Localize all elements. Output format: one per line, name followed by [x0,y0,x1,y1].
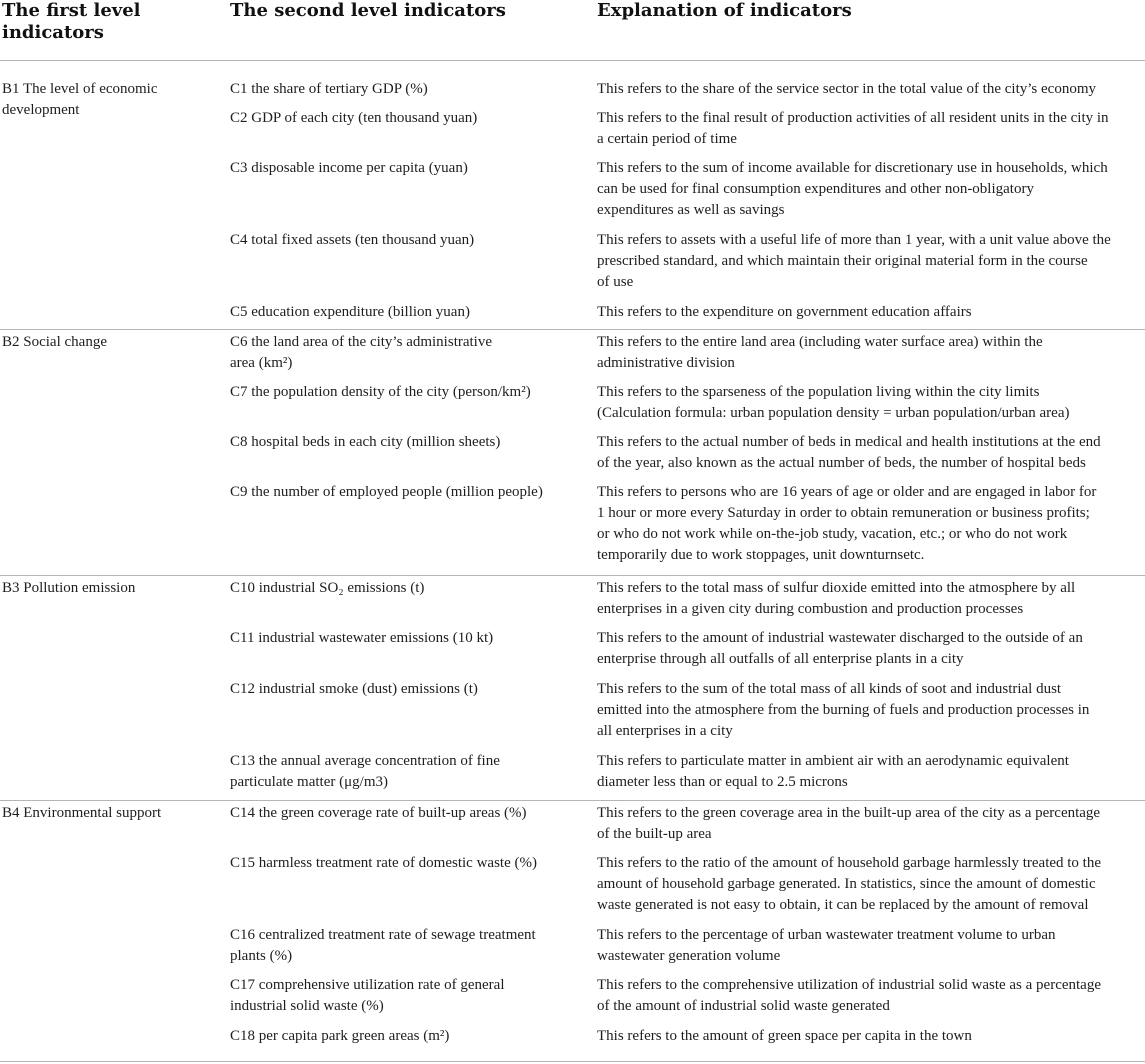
cell-line: a certain period of time [597,131,737,147]
cell-line: C13 the annual average concentration of fine [230,753,500,769]
second-level-indicator [230,578,590,599]
cell-line: wastewater generation volume [597,948,781,964]
cell-line: prescribed standard, and which maintain their original material form in the course [597,253,1088,269]
second-level-indicator [230,79,590,100]
cell-line: development [2,102,80,118]
cell-line: This refers to the expenditure on government education affairs [597,304,972,320]
cell-line: This refers to the green coverage area in the built-up area of the city as a percentage [597,805,1101,821]
indicator-explanation [597,432,1145,474]
cell-line: administrative division [597,355,735,371]
cell-line: B1 The level of economic [2,81,158,97]
cell-line: expenditures as well as savings [597,202,785,218]
cell-line: C12 industrial smoke (dust) emissions (t) [230,681,478,697]
indicator-explanation [597,158,1145,221]
header-second-level: The second level indicators [230,0,506,21]
indicator-explanation [597,332,1145,374]
indicator-explanation [597,302,1145,323]
second-level-indicator [230,432,590,453]
indicator-explanation [597,975,1145,1017]
indicator-explanation [597,679,1145,742]
second-level-indicator [230,1026,590,1047]
second-level-indicator [230,158,590,179]
cell-line: This refers to the actual number of beds in medical and health institutions at the end [597,434,1101,450]
cell-line: enterprises in a given city during combustion and production processes [597,601,1024,617]
indicator-explanation [597,382,1145,424]
header-line: indicators [2,22,104,43]
cell-line: of the year, also known as the actual number of beds, the number of hospital beds [597,455,1086,471]
cell-line: This refers to the comprehensive utilization of industrial solid waste as a percentage [597,977,1102,993]
cell-line: C2 GDP of each city (ten thousand yuan) [230,110,478,126]
cell-line: This refers to the sum of income available for discretionary use in households, which [597,160,1108,176]
second-level-indicator [230,108,590,129]
cell-line: This refers to the sparseness of the population living within the city limits [597,384,1040,400]
indicator-explanation [597,628,1145,670]
cell-line: C1 the share of tertiary GDP (%) [230,81,428,97]
second-level-indicator [230,230,590,251]
indicator-explanation [597,803,1145,845]
indicator-explanation [597,751,1145,793]
cell-line: This refers to the ratio of the amount of household garbage harmlessly treated to the [597,855,1102,871]
bottom-rule [0,1061,1145,1062]
cell-line: C3 disposable income per capita (yuan) [230,160,468,176]
header-explanation: Explanation of indicators [597,0,852,21]
cell-line: This refers to the entire land area (including water surface area) within the [597,334,1043,350]
cell-line: 1 hour or more every Saturday in order to obtain remuneration or business profits; [597,505,1090,521]
cell-line: This refers to the amount of industrial wastewater discharged to the outside of an [597,630,1083,646]
cell-line: of use [597,274,634,290]
second-level-indicator [230,853,590,874]
cell-line: C4 total fixed assets (ten thousand yuan) [230,232,475,248]
cell-line: This refers to persons who are 16 years of age or older and are engaged in labor for [597,484,1097,500]
first-level-indicator [2,332,217,353]
cell-line: B3 Pollution emission [2,580,136,596]
cell-line: particulate matter (μg/m3) [230,774,388,790]
cell-line: waste generated is not easy to obtain, it can be replaced by the amount of removal [597,897,1089,913]
second-level-indicator [230,482,590,503]
header-line: The first level [2,0,141,21]
cell-line: can be used for final consumption expenditures and other non-obligatory [597,181,1034,197]
cell-line: temporarily due to work stoppages, unit downturnsetc. [597,547,925,563]
second-level-indicator [230,975,590,1017]
indicator-explanation [597,482,1145,566]
group-divider [0,800,1145,801]
cell-line: diameter less than or equal to 2.5 microns [597,774,848,790]
cell-line: C8 hospital beds in each city (million sheets) [230,434,501,450]
cell-line: This refers to the share of the service sector in the total value of the city’s economy [597,81,1096,97]
cell-line: This refers to the amount of green space per capita in the town [597,1028,972,1044]
second-level-indicator [230,332,590,374]
cell-line: C14 the green coverage rate of built-up areas (%) [230,805,527,821]
cell-line: This refers to assets with a useful life of more than 1 year, with a unit value above the [597,232,1111,248]
cell-line: (Calculation formula: urban population density = urban population/urban area) [597,405,1070,421]
first-level-indicator [2,578,217,599]
cell-line: area (km²) [230,355,293,371]
second-level-indicator [230,302,590,323]
indicator-explanation [597,853,1145,916]
cell-line: B4 Environmental support [2,805,162,821]
indicator-explanation [597,1026,1145,1047]
cell-line: This refers to the percentage of urban wastewater treatment volume to urban [597,927,1056,943]
cell-line: C15 harmless treatment rate of domestic waste (%) [230,855,537,871]
cell-line: C10 industrial SO₂ emissions (t) [230,580,425,596]
second-level-indicator [230,751,590,793]
cell-line: emitted into the atmosphere from the burning of fuels and production processes in [597,702,1090,718]
second-level-indicator [230,382,590,403]
cell-line: amount of household garbage generated. In statistics, since the amount of domestic [597,876,1096,892]
first-level-indicator [2,803,217,824]
indicator-explanation [597,108,1145,150]
cell-line: all enterprises in a city [597,723,733,739]
cell-line: This refers to the sum of the total mass of all kinds of soot and industrial dust [597,681,1062,697]
cell-line: B2 Social change [2,334,107,350]
second-level-indicator [230,679,590,700]
cell-line: enterprise through all outfalls of all enterprise plants in a city [597,651,964,667]
cell-line: of the built-up area [597,826,712,842]
second-level-indicator [230,628,590,649]
cell-line: C16 centralized treatment rate of sewage treatment [230,927,536,943]
indicator-explanation [597,79,1145,100]
cell-line: C6 the land area of the city’s administrative [230,334,493,350]
cell-line: plants (%) [230,948,293,964]
group-divider [0,575,1145,576]
indicator-explanation [597,230,1145,293]
second-level-indicator [230,803,590,824]
cell-line: C18 per capita park green areas (m²) [230,1028,450,1044]
cell-line: of the amount of industrial solid waste generated [597,998,890,1014]
cell-line: industrial solid waste (%) [230,998,384,1014]
header-first-level [2,0,141,44]
cell-line: C7 the population density of the city (person/km²) [230,384,531,400]
group-divider [0,329,1145,330]
cell-line: C5 education expenditure (billion yuan) [230,304,470,320]
cell-line: C17 comprehensive utilization rate of general [230,977,505,993]
second-level-indicator [230,925,590,967]
cell-line: or who do not work while on-the-job study, vacation, etc.; or who do not work [597,526,1068,542]
header-rule [0,60,1145,61]
cell-line: C11 industrial wastewater emissions (10 kt) [230,630,494,646]
indicator-explanation [597,925,1145,967]
first-level-indicator [2,79,217,121]
cell-line: This refers to particulate matter in ambient air with an aerodynamic equivalent [597,753,1069,769]
cell-line: C9 the number of employed people (million people) [230,484,543,500]
cell-line: This refers to the final result of production activities of all resident units in the city in [597,110,1109,126]
cell-line: This refers to the total mass of sulfur dioxide emitted into the atmosphere by all [597,580,1076,596]
indicator-explanation [597,578,1145,620]
